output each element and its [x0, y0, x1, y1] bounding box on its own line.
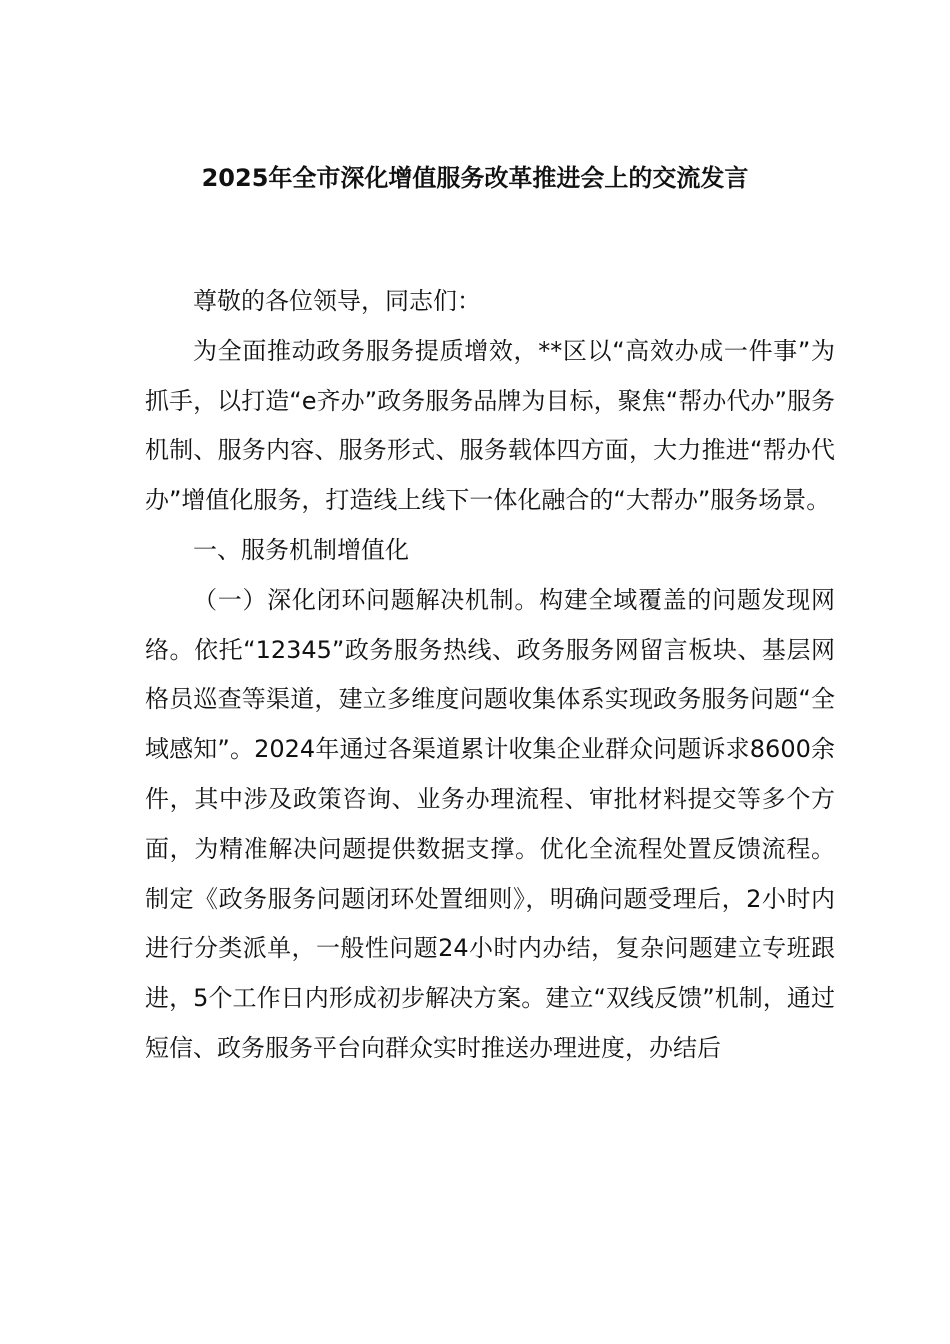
body-paragraph: （一）深化闭环问题解决机制。构建全域覆盖的问题发现网络。依托“12345”政务服务热线、政务服务网留言板块、基层网格员巡查等渠道，建立多维度问题收集体系实现政务服务问题“全域感知”。2024年通过各渠道累计收集企业群众问题诉求8600余件，其中涉及政策咨询、业务办理流程、审批材料提交等多个方面，为精准解决问题提供数据支撑。优化全流程处置反馈流程。制定《政务服务问题闭环处置细则》，明确问题受理后，2小时内进行分类派单，一般性问题24小时内办结，复杂问题建立专班跟进，5个工作日内形成初步解决方案。建立“双线反馈”机制，通过短信、政务服务平台向群众实时推送办理进度，办结后 — [145, 585, 835, 1062]
document-title: 2025年全市深化增值服务改革推进会上的交流发言 — [201, 164, 749, 192]
section-heading: 一、服务机制增值化 — [193, 535, 409, 564]
intro-paragraph: 为全面推动政务服务提质增效，**区以“高效办成一件事”为抓手，以打造“e齐办”政务服务品牌为目标，聚焦“帮办代办”服务机制、服务内容、服务形式、服务载体四方面，大力推进“帮办代办”增值化服务，打造线上线下一体化融合的“大帮办”服务场景。 — [145, 336, 835, 515]
salutation-paragraph: 尊敬的各位领导，同志们： — [193, 287, 481, 315]
document-body — [145, 277, 835, 1074]
